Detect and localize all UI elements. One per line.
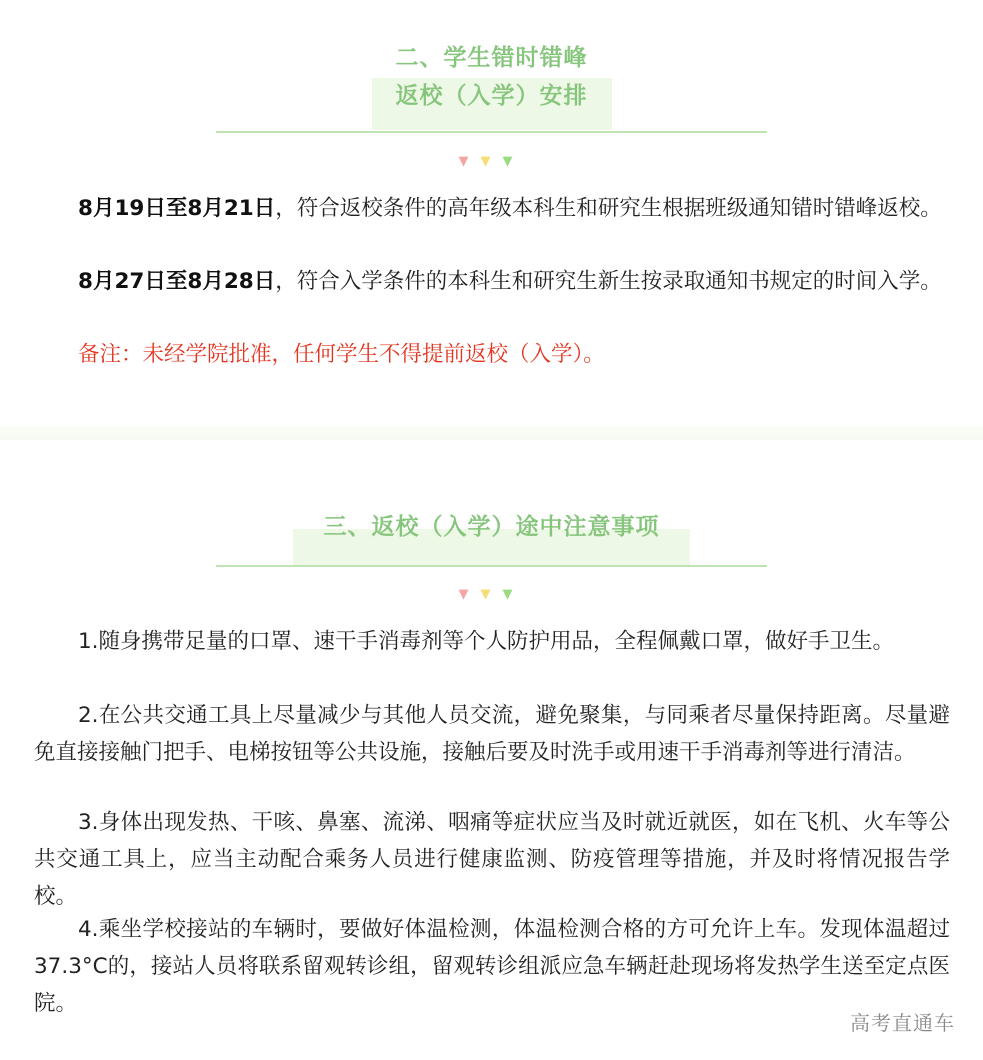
schedule-paragraph-returning <box>34 190 950 227</box>
section3-title: 三、返校（入学）途中注意事项 <box>323 514 660 540</box>
schedule-paragraph-freshmen <box>34 263 950 300</box>
green-triangle-icon: ▼ <box>502 154 525 169</box>
section-separator <box>0 426 983 440</box>
watermark: 高考直通车 <box>850 1011 955 1035</box>
section2-title-rule <box>216 131 767 133</box>
schedule-note: 备注：未经学院批准，任何学生不得提前返校（入学）。 <box>78 342 605 367</box>
green-triangle-icon: ▼ <box>502 587 525 602</box>
section3-triangle-divider <box>0 587 983 603</box>
precaution-item-4: 4.乘坐学校接站的车辆时，要做好体温检测，体温检测合格的方可允许上车。发现体温超过37.3°C的，接站人员将联系留观转诊组，留观转诊组派应急车辆赶赴现场将发热学生送至定点医院。 <box>34 917 950 1016</box>
schedule-text: ，符合返校条件的高年级本科生和研究生根据班级通知错时错峰返校。 <box>275 196 942 221</box>
schedule-date: 8月19日至8月21日 <box>78 196 276 221</box>
yellow-triangle-icon: ▼ <box>480 154 503 169</box>
precaution-item-3: 3.身体出现发热、干咳、鼻塞、流涕、咽痛等症状应当及时就近就医，如在飞机、火车等公共交通工具上，应当主动配合乘务人员进行健康监测、防疫管理等措施，并及时将情况报告学校。 <box>34 810 950 909</box>
section2-title-line1: 二、学生错时错峰 <box>395 45 588 71</box>
precaution-item-1: 1.随身携带足量的口罩、速干手消毒剂等个人防护用品，全程佩戴口罩，做好手卫生。 <box>78 629 895 654</box>
section2-triangle-divider <box>0 154 983 170</box>
pink-triangle-icon: ▼ <box>458 587 481 602</box>
section3-title-rule <box>216 565 767 567</box>
schedule-text: ，符合入学条件的本科生和研究生新生按录取通知书规定的时间入学。 <box>275 269 942 294</box>
section2-title-line2: 返校（入学）安排 <box>395 83 588 109</box>
precaution-item-2: 2.在公共交通工具上尽量减少与其他人员交流，避免聚集，与同乘者尽量保持距离。尽量避免直接接触门把手、电梯按钮等公共设施，接触后要及时洗手或用速干手消毒剂等进行清洁。 <box>34 703 950 765</box>
schedule-date: 8月27日至8月28日 <box>78 269 276 294</box>
yellow-triangle-icon: ▼ <box>480 587 503 602</box>
pink-triangle-icon: ▼ <box>458 154 481 169</box>
